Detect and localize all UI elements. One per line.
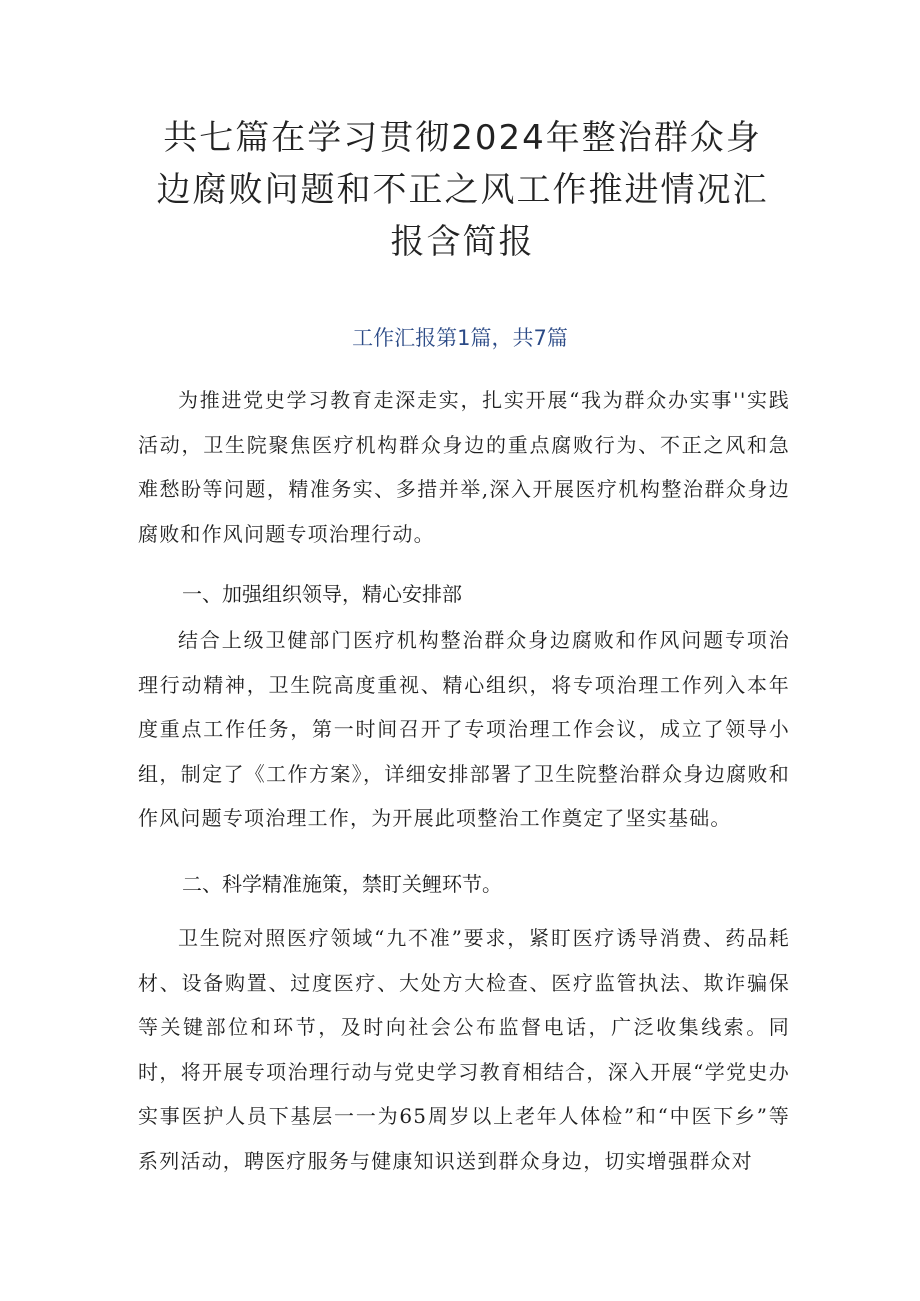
heading-2: 二、科学精准施策，禁盯关鲤环节。 [182, 872, 502, 896]
intro-paragraph: 为推进党史学习教育走深走实，扎实开展“我为群众办实事''实践活动，卫生院聚焦医疗机构群众身边的重点腐败行为、不正之风和急难愁盼等问题，精准务实、多措并举,深入开展医疗机构整治群众身边腐败和作风问题专项治理行动。 [138, 388, 790, 546]
paragraph-2: 卫生院对照医疗领域“九不准”要求，紧盯医疗诱导消费、药品耗材、设备购置、过度医疗、大处方大检查、医疗监管执法、欺诈骗保等关键部位和环节，及时向社会公布监督电话，广泛收集线索。同时，将开展专项治理行动与党史学习教育相结合，深入开展“学党史办实事医护人员下基层一一为65周岁以上老年人体检”和“中医下乡”等系列活动，聘医疗服务与健康知识送到群众身边，切实增强群众对 [138, 926, 790, 1173]
document-title: 共七篇在学习贯彻2024年整治群众身边腐败问题和不正之风工作推进情况汇报含简报 [156, 118, 769, 262]
heading-1: 一、加强组织领导，精心安排部 [182, 582, 462, 606]
paragraph-1: 结合上级卫健部门医疗机构整治群众身边腐败和作风问题专项治理行动精神，卫生院高度重视、精心组织，将专项治理工作列入本年度重点工作任务，第一时间召开了专项治理工作会议，成立了领导小组，制定了《工作方案》，详细安排部署了卫生院整治群众身边腐败和作风问题专项治理工作，为开展此项整治工作奠定了坚实基础。 [138, 628, 790, 830]
section-title: 工作汇报第1篇，共7篇 [352, 326, 568, 350]
